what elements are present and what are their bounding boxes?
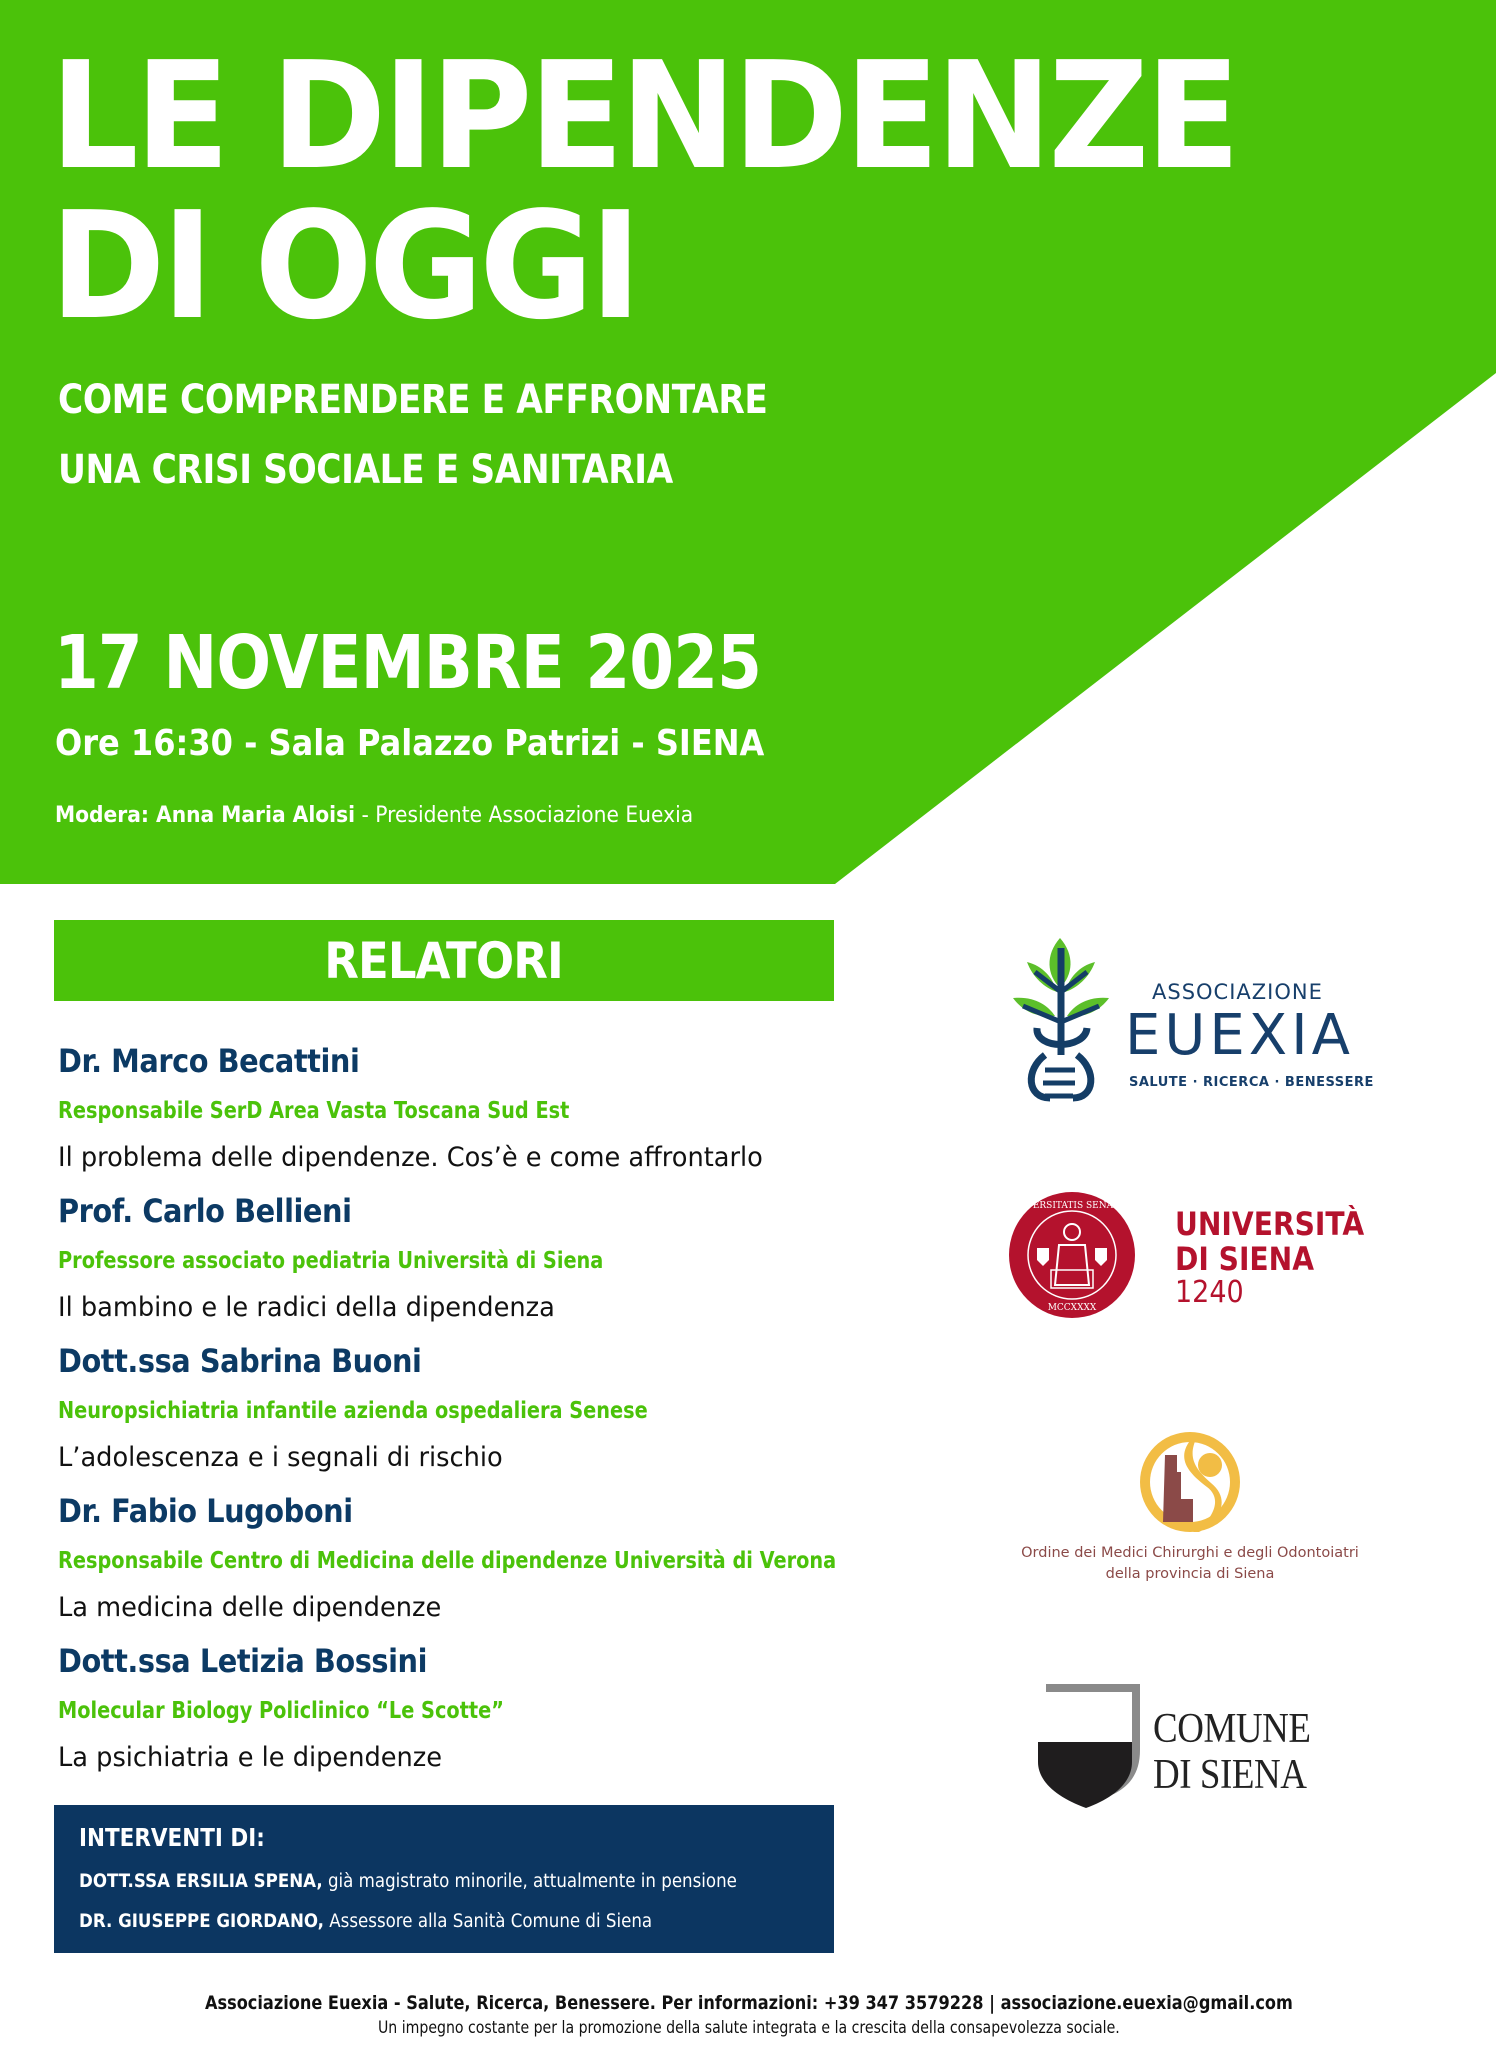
shield-icon bbox=[1036, 1682, 1140, 1810]
footer-mission-text: Un impegno costante per la promozione della salute integrata e la crescita della consapevolezza sociale. bbox=[377, 2018, 1120, 2038]
guest-line bbox=[79, 1873, 737, 1892]
event-title-line-1: LE DIPENDENZE bbox=[50, 30, 1237, 202]
speaker-item bbox=[58, 1192, 898, 1345]
speaker-role: Neuropsichiatria infantile azienda ospedaliera Senese bbox=[58, 1398, 648, 1424]
speaker-topic: La medicina delle dipendenze bbox=[58, 1592, 442, 1623]
speaker-name: Dr. Marco Becattini bbox=[58, 1042, 360, 1080]
speaker-topic: La psichiatria e le dipendenze bbox=[58, 1742, 443, 1773]
interventi-heading: INTERVENTI DI: bbox=[79, 1823, 265, 1852]
guest-name: DR. GIUSEPPE GIORDANO, bbox=[79, 1911, 324, 1932]
comune-line-1: COMUNE bbox=[1153, 1706, 1311, 1752]
euexia-tagline: SALUTE · RICERCA · BENESSERE bbox=[1129, 1075, 1374, 1090]
plant-dna-icon bbox=[1005, 930, 1115, 1105]
speaker-name: Prof. Carlo Bellieni bbox=[58, 1192, 352, 1230]
unisi-logo bbox=[1005, 1188, 1385, 1323]
speaker-item bbox=[58, 1492, 898, 1645]
svg-text:UNIVERSITATIS SENARUM: UNIVERSITATIS SENARUM bbox=[1007, 1201, 1137, 1211]
speaker-role: Professore associato pediatria Università di Siena bbox=[58, 1248, 604, 1274]
comune-line-2: DI SIENA bbox=[1153, 1752, 1307, 1798]
university-seal-icon bbox=[1007, 1190, 1137, 1320]
speaker-topic: L’adolescenza e i segnali di rischio bbox=[58, 1442, 503, 1473]
event-time-location: Ore 16:30 - Sala Palazzo Patrizi - SIENA bbox=[55, 723, 765, 764]
speaker-role: Responsabile SerD Area Vasta Toscana Sud Est bbox=[58, 1098, 570, 1124]
unisi-line-1: UNIVERSITÀ bbox=[1175, 1205, 1365, 1243]
event-subtitle-line-2: UNA CRISI SOCIALE E SANITARIA bbox=[58, 447, 673, 493]
euexia-sup: ASSOCIAZIONE bbox=[1152, 980, 1323, 1004]
speaker-name: Dr. Fabio Lugoboni bbox=[58, 1492, 353, 1530]
event-title-line-2: DI OGGI bbox=[50, 180, 638, 352]
euexia-logo bbox=[1005, 930, 1385, 1105]
speaker-topic: Il problema delle dipendenze. Cos’è e come affrontarlo bbox=[58, 1142, 763, 1173]
speaker-item bbox=[58, 1642, 898, 1795]
speaker-topic: Il bambino e le radici della dipendenza bbox=[58, 1292, 555, 1323]
ordine-caption-line-2: della provincia di Siena bbox=[1105, 1566, 1275, 1582]
footer-contact-text: Associazione Euexia - Salute, Ricerca, Benessere. Per informazioni: +39 347 3579228 | associazione.euexia@gmail.com bbox=[204, 1992, 1293, 2014]
event-date: 17 NOVEMBRE 2025 bbox=[54, 620, 762, 706]
guest-name: DOTT.SSA ERSILIA SPENA, bbox=[79, 1871, 323, 1892]
guest-description: Assessore alla Sanità Comune di Siena bbox=[323, 1911, 653, 1932]
unisi-line-3: 1240 bbox=[1175, 1275, 1244, 1310]
footer-contact bbox=[0, 1994, 1497, 2013]
euexia-wordmark: EUEXIA bbox=[1125, 1003, 1354, 1068]
speaker-item bbox=[58, 1042, 898, 1195]
event-subtitle-line-1: COME COMPRENDERE E AFFRONTARE bbox=[58, 377, 768, 423]
unisi-line-2: DI SIENA bbox=[1175, 1240, 1315, 1278]
relatori-heading-bar bbox=[54, 920, 834, 1001]
interventi-box bbox=[54, 1805, 834, 1953]
guest-line bbox=[79, 1913, 652, 1932]
footer-mission bbox=[0, 2020, 1497, 2037]
ordine-medici-emblem-icon bbox=[1135, 1427, 1245, 1537]
relatori-heading: RELATORI bbox=[324, 931, 564, 990]
comune-siena-logo bbox=[1036, 1682, 1356, 1812]
speaker-name: Dott.ssa Letizia Bossini bbox=[58, 1642, 427, 1680]
speaker-item bbox=[58, 1342, 898, 1495]
speaker-role: Molecular Biology Policlinico “Le Scotte” bbox=[58, 1698, 504, 1724]
guest-description: già magistrato minorile, attualmente in pensione bbox=[322, 1871, 737, 1892]
moderator-role: - Presidente Associazione Euexia bbox=[355, 803, 694, 828]
ordine-caption-line-1: Ordine dei Medici Chirurghi e degli Odontoiatri bbox=[1021, 1545, 1359, 1561]
moderator-name: Modera: Anna Maria Aloisi bbox=[55, 803, 356, 828]
speaker-name: Dott.ssa Sabrina Buoni bbox=[58, 1342, 422, 1380]
moderator-line bbox=[55, 805, 693, 827]
ordine-medici-logo bbox=[990, 1425, 1390, 1590]
svg-text:MCCXXXX: MCCXXXX bbox=[1047, 1303, 1097, 1313]
speaker-role: Responsabile Centro di Medicina delle dipendenze Università di Verona bbox=[58, 1548, 837, 1574]
